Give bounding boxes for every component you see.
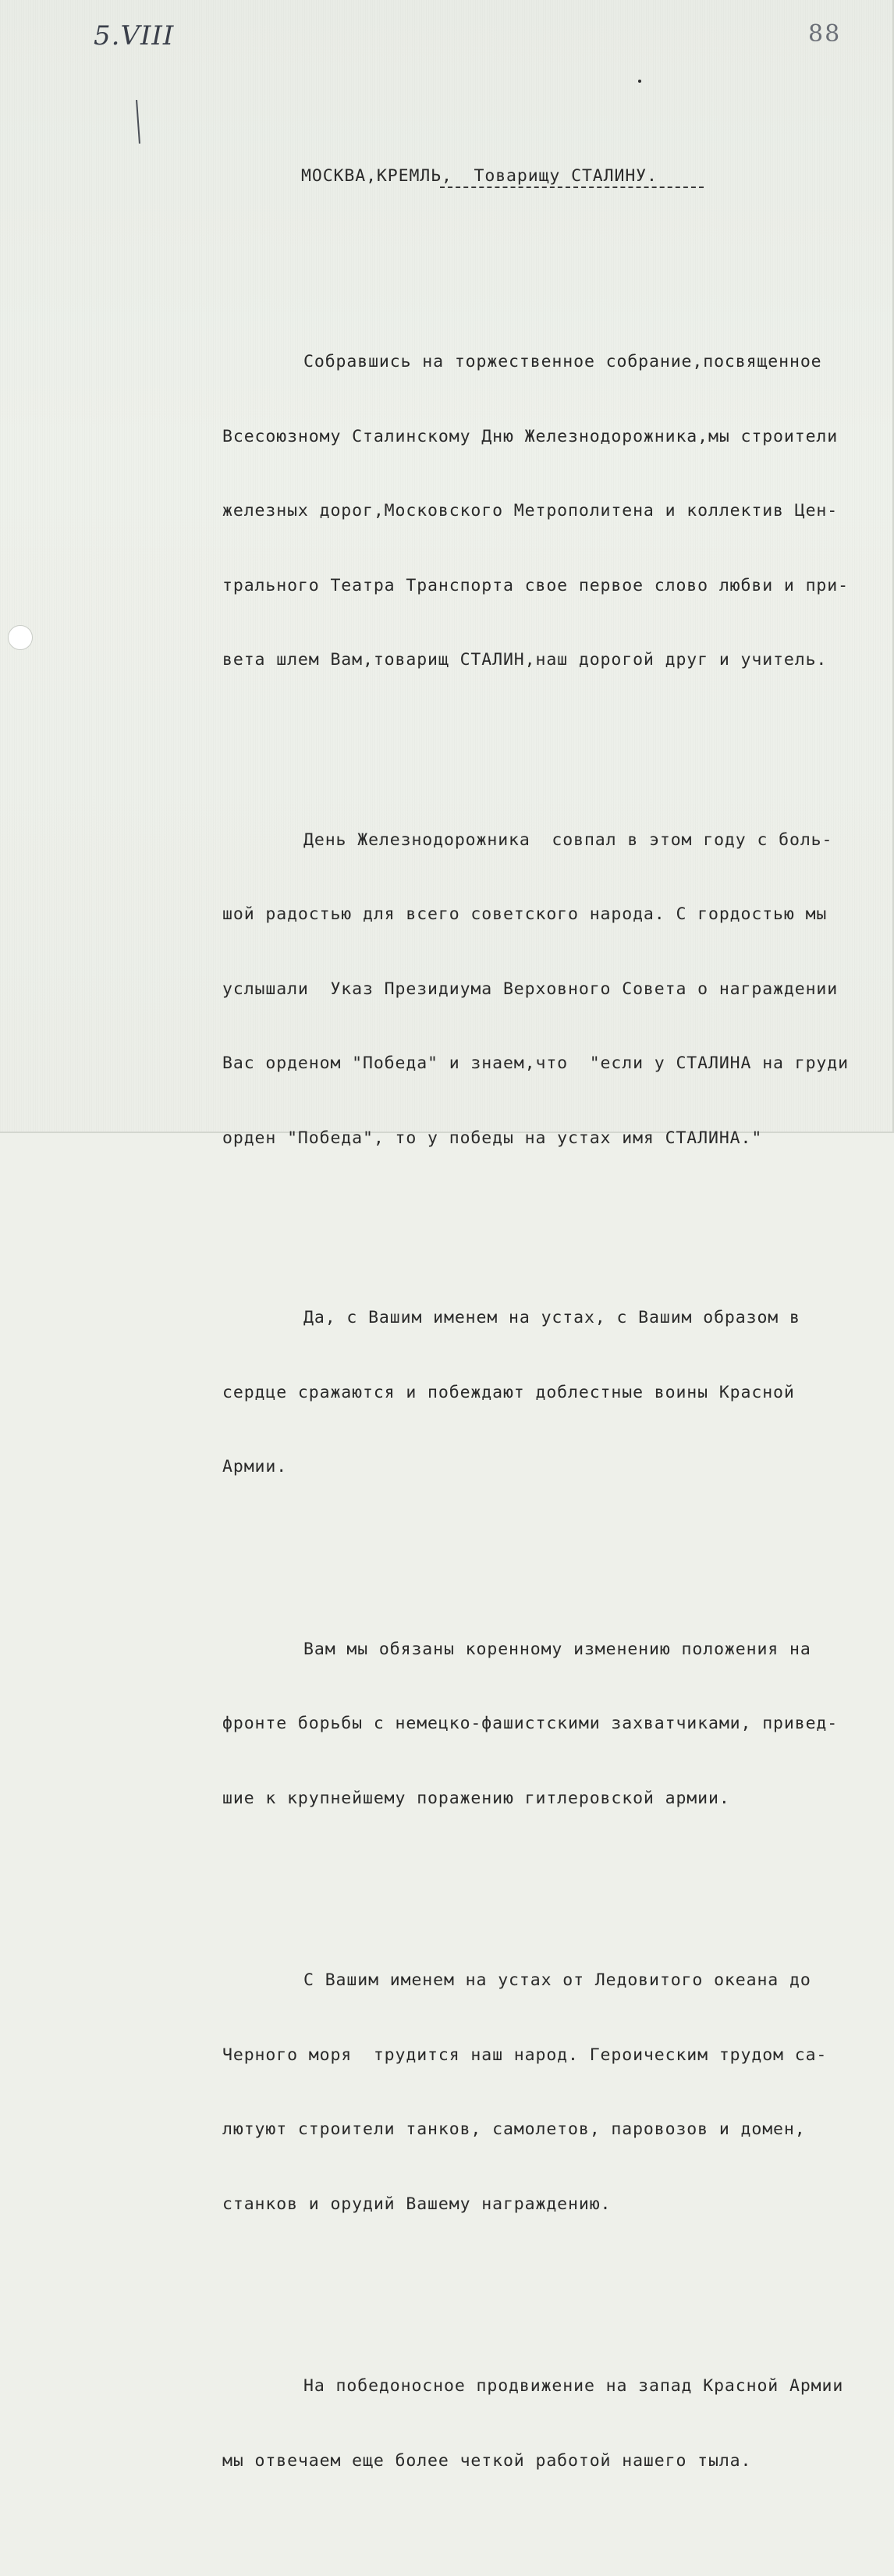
text-line: услышали Указ Президиума Верховного Совета о награждении bbox=[222, 979, 839, 999]
paragraph-3 bbox=[222, 1261, 862, 1534]
handwritten-date-note: 5.VIII bbox=[94, 20, 175, 52]
text-line: Собравшись на торжественное собрание,посвященное bbox=[303, 352, 822, 371]
letter-body bbox=[222, 247, 862, 2576]
address-line: МОСКВА,КРЕМЛЬ, Товарищу СТАЛИНУ. bbox=[301, 166, 658, 186]
text-line: шие к крупнейшему поражению гитлеровской армии. bbox=[222, 1788, 730, 1808]
text-line: вета шлем Вам,товарищ СТАЛИН,наш дорогой друг и учитель. bbox=[222, 650, 828, 670]
paragraph-2 bbox=[222, 783, 862, 1203]
text-line: железных дорог,Московского Метрополитена и коллектив Цен- bbox=[222, 501, 839, 521]
text-line: Вас орденом "Победа" и знаем,что "если у СТАЛИНА на груди bbox=[222, 1053, 849, 1073]
paragraph-6 bbox=[222, 2329, 862, 2517]
text-line: мы отвечаем еще более четкой работой нашего тыла. bbox=[222, 2450, 752, 2471]
text-line: Вам мы обязаны коренному изменению положения на bbox=[303, 1639, 811, 1659]
paragraph-5 bbox=[222, 1924, 862, 2271]
text-line: С Вашим именем на устах от Ледовитого океана до bbox=[303, 1970, 811, 1990]
text-line: Черного моря трудится наш народ. Героическим трудом са- bbox=[222, 2045, 828, 2065]
text-line: станков и орудий Вашему награждению. bbox=[222, 2194, 612, 2214]
pencil-tick-mark bbox=[136, 100, 140, 144]
text-line: На победоносное продвижение на запад Красной Армии bbox=[303, 2376, 844, 2396]
text-line: сердце сражаются и побеждают доблестные воины Красной bbox=[222, 1382, 795, 1402]
ink-dot-mark bbox=[638, 80, 641, 83]
text-line: трального Театра Транспорта свое первое слово любви и при- bbox=[222, 575, 849, 595]
text-line: шой радостью для всего советского народа. С гордостью мы bbox=[222, 904, 828, 924]
paragraph-1 bbox=[222, 305, 862, 725]
text-line: фронте борьбы с немецко-фашистскими захватчиками, привед- bbox=[222, 1714, 839, 1733]
address-underline bbox=[440, 187, 704, 188]
text-line: орден "Победа", то у победы на устах имя СТАЛИНА." bbox=[222, 1128, 763, 1148]
text-line: Армии. bbox=[222, 1457, 288, 1476]
paragraph-4 bbox=[222, 1593, 862, 1866]
text-line: Всесоюзному Сталинскому Дню Железнодорожника,мы строители bbox=[222, 426, 839, 446]
punch-hole bbox=[8, 625, 33, 650]
text-line: лютуют строители танков, самолетов, паровозов и домен, bbox=[222, 2119, 806, 2139]
text-line: День Железнодорожника совпал в этом году с боль- bbox=[303, 830, 833, 850]
text-line: Да, с Вашим именем на устах, с Вашим образом в bbox=[303, 1308, 800, 1327]
page-number: 88 bbox=[808, 20, 842, 48]
